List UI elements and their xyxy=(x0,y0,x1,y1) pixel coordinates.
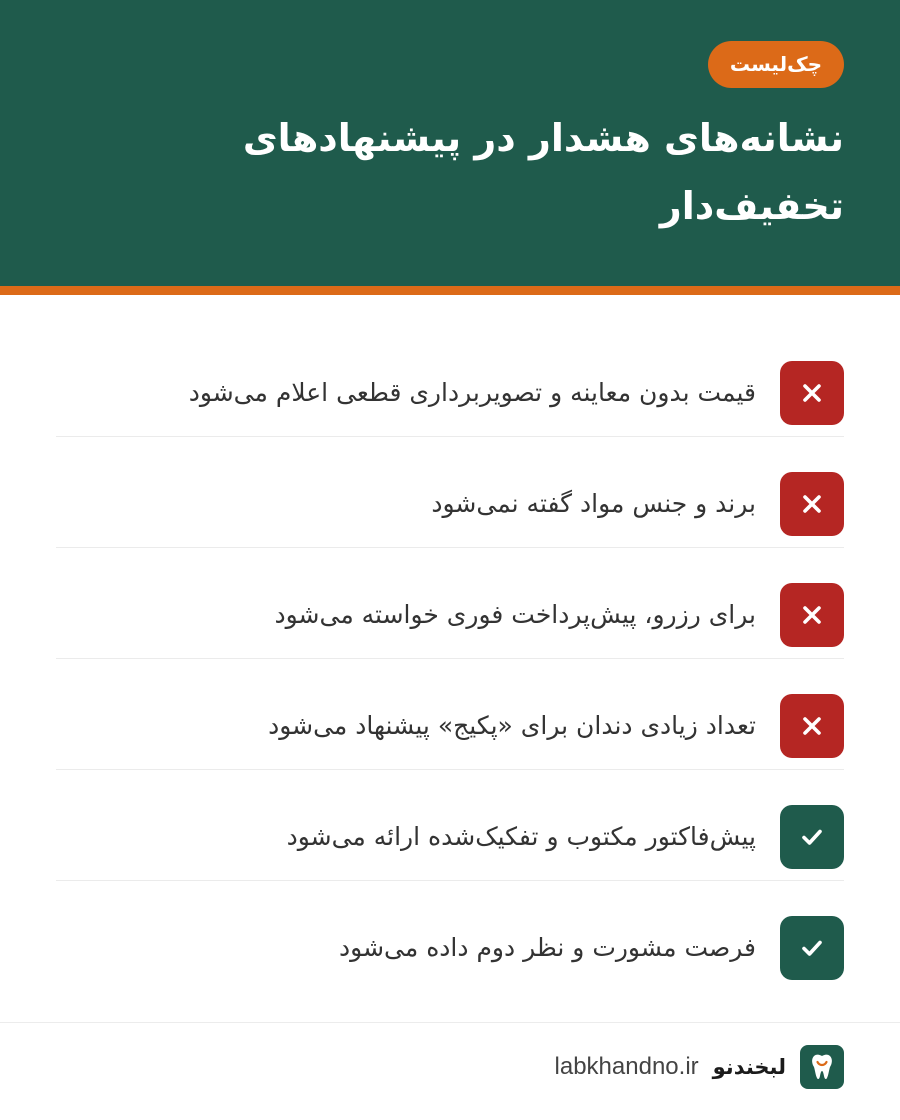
brand-name: لبخندنو xyxy=(712,1055,786,1079)
checklist-item xyxy=(56,881,844,991)
x-icon xyxy=(780,361,844,425)
site-domain[interactable]: labkhandno.ir xyxy=(554,1053,699,1080)
checklist-item-text: فرصت مشورت و نظر دوم داده می‌شود xyxy=(339,933,756,962)
check-icon xyxy=(780,805,844,869)
header-accent-stripe xyxy=(0,286,900,295)
checklist-item xyxy=(56,659,844,770)
check-icon xyxy=(780,916,844,980)
checklist-item xyxy=(56,326,844,437)
checklist-item-text: تعداد زیادی دندان برای «پکیج» پیشنهاد می‌شود xyxy=(268,711,756,740)
checklist xyxy=(56,326,844,991)
checklist-tag: چک‌لیست xyxy=(708,41,844,88)
checklist-item-text: برای رزرو، پیش‌پرداخت فوری خواسته می‌شود xyxy=(274,600,756,629)
tooth-icon xyxy=(800,1045,844,1089)
checklist-item-text: پیش‌فاکتور مکتوب و تفکیک‌شده ارائه می‌شود xyxy=(286,822,756,851)
checklist-item xyxy=(56,437,844,548)
footer-divider xyxy=(0,1022,900,1023)
page-title: نشانه‌های هشدار در پیشنهادهای تخفیف‌دار xyxy=(242,116,844,228)
x-icon xyxy=(780,694,844,758)
checklist-item-text: قیمت بدون معاینه و تصویربرداری قطعی اعلام می‌شود xyxy=(188,378,756,407)
x-icon xyxy=(780,583,844,647)
checklist-item-text: برند و جنس مواد گفته نمی‌شود xyxy=(431,489,756,518)
checklist-item xyxy=(56,770,844,881)
x-icon xyxy=(780,472,844,536)
checklist-item xyxy=(56,548,844,659)
footer xyxy=(555,1045,844,1089)
